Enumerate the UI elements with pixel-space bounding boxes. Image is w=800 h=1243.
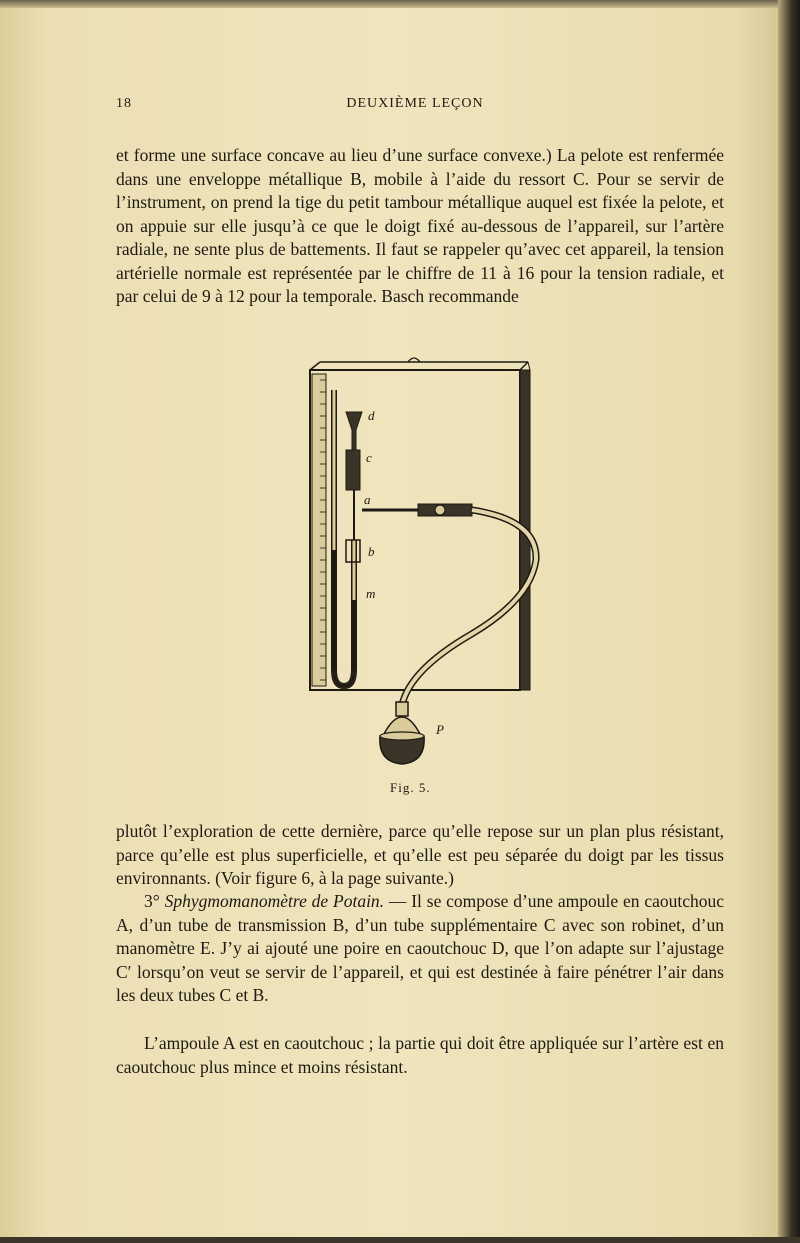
label-d: d [368,408,375,423]
running-title: DEUXIÈME LEÇON [346,96,484,111]
figure-5-illustration [300,350,550,780]
transmission-tube [402,504,536,705]
paragraph-1: et forme une surface concave au lieu d’une surface convexe.) La pelote est renfermée dans une enveloppe métallique B, mobile à l’aide du ressort C. Pour se servir de l’instrument, on prend la tige du petit tambour métallique auquel est fixée la pelote, et on appuie sur elle jusqu’à ce que le doigt fixé au-dessous de l’appareil, sur l’artère radiale, ne sente plus de battements. Il faut se rappeler qu’avec cet appareil, la tension artérielle normale est représentée par le chiffre de 11 à 16 pour la tension radiale, et par celui de 9 à 12 pour la temporale. Basch recommande [116,145,724,306]
paragraph-2: plutôt l’exploration de cette dernière, parce qu’elle repose sur un plan plus résistant, parce qu’elle est plus superficielle, et qu’elle est peu séparée du doigt par les tissus environnants. (Voir figure 6, à la page suivante.) [116,821,724,888]
page-header [116,96,714,118]
scale-ruler [312,374,326,686]
label-a: a [364,492,371,507]
paragraph-3 [116,890,724,1008]
page-number: 18 [116,96,132,111]
page-top-shadow [0,0,800,8]
label-b: b [368,544,375,559]
board [310,358,530,690]
paragraph-3-title: Sphygmomanomètre de Potain. [164,891,385,911]
page-binding-edge [778,0,800,1243]
paragraph-3-lead: 3° [144,891,165,911]
paragraph-4: L’ampoule A est en caoutchouc ; la partie qui doit être appliquée sur l’artère est en caoutchouc plus mince et moins résistant. [116,1033,724,1077]
label-p: P [436,722,444,737]
label-c: c [366,450,372,465]
label-m: m [366,586,376,601]
page-bottom-edge [0,1237,800,1243]
figure-caption: Fig. 5. [390,780,431,795]
u-tube-manometer [334,390,450,686]
paragraph-3-body: — Il se compose d’une ampoule en caoutchouc A, d’un tube de transmission B, d’un tube supplémentaire C avec son robinet, d’un manomètre E. J’y ai ajouté une poire en caoutchouc D, que l’on adapte sur l’ajustage C′ lorsqu’on veut se servir de l’appareil, et qui est destinée à faire pénétrer l’air dans les deux tubes C et B. [116,891,725,1005]
rubber-bulb [380,702,424,764]
